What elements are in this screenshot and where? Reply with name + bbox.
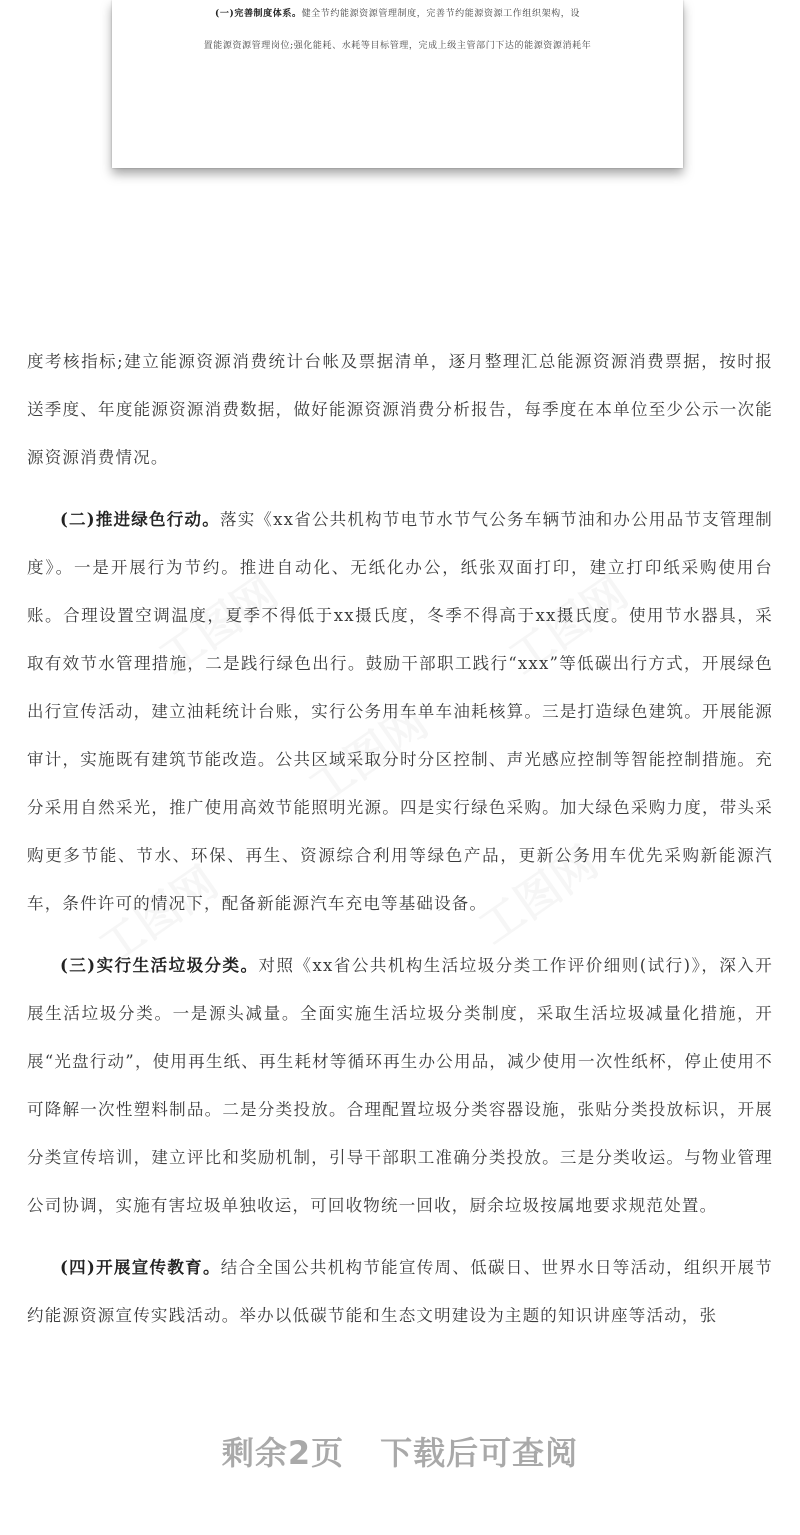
section-heading: (四)开展宣传教育。	[60, 1258, 221, 1277]
section-heading: (三)实行生活垃圾分类。	[60, 956, 259, 975]
thumbnail-line-2: 置能源资源管理岗位;强化能耗、水耗等目标管理，完成上级主管部门下达的能源资源消耗年	[203, 41, 592, 51]
download-to-view-label[interactable]: 下载后可查阅	[380, 1434, 579, 1472]
paragraph-waste-sorting	[27, 942, 773, 1230]
paragraph-continuation: 度考核指标;建立能源资源消费统计台帐及票据清单，逐月整理汇总能源资源消费票据，按时报送季度、年度能源资源消费数据，做好能源资源消费分析报告，每季度在本单位至少公示一次能源资源消费情况。	[27, 352, 773, 467]
section-body: 结合全国公共机构节能宣传周、低碳日、世界水日等活动，组织开展节约能源资源宣传实践活动。举办以低碳节能和生态文明建设为主题的知识讲座等活动，张	[27, 1258, 774, 1325]
document-body	[27, 338, 773, 1340]
thumbnail-line-1-text: 健全节约能源资源管理制度，完善节约能源资源工作组织架构，设	[301, 9, 580, 19]
download-prompt[interactable]	[0, 1428, 800, 1474]
thumbnail-line-1	[112, 6, 683, 19]
page-preview-thumbnail	[112, 0, 683, 168]
section-body: 落实《xx省公共机构节电节水节气公务车辆节油和办公用品节支管理制度》。一是开展行为节约。推进自动化、无纸化办公，纸张双面打印，建立打印纸采购使用台账。合理设置空调温度，夏季不得低于xx摄氏度，冬季不得高于xx摄氏度。使用节水器具，采取有效节水管理措施，二是践行绿色出行。鼓励干部职工践行“xxx”等低碳出行方式，开展绿色出行宣传活动，建立油耗统计台账，实行公务用车单车油耗核算。三是打造绿色建筑。开展能源审计，实施既有建筑节能改造。公共区域采取分时分区控制、声光感应控制等智能控制措施。充分采用自然采光，推广使用高效节能照明光源。四是实行绿色采购。加大绿色采购力度，带头采购更多节能、节水、环保、再生、资源综合利用等绿色产品，更新公务用车优先采购新能源汽车，条件许可的情况下，配备新能源汽车充电等基础设备。	[27, 510, 773, 913]
paragraph-publicity-education	[27, 1244, 773, 1340]
paragraph-green-action	[27, 496, 773, 928]
section-body: 对照《xx省公共机构生活垃圾分类工作评价细则(试行)》，深入开展生活垃圾分类。一是源头减量。全面实施生活垃圾分类制度，采取生活垃圾减量化措施，开展“光盘行动”，使用再生纸、再生耗材等循环再生办公用品，减少使用一次性纸杯，停止使用不可降解一次性塑料制品。二是分类投放。合理配置垃圾分类容器设施，张贴分类投放标识，开展分类宣传培训，建立评比和奖励机制，引导干部职工准确分类投放。三是分类收运。与物业管理公司协调，实施有害垃圾单独收运，可回收物统一回收，厨余垃圾按属地要求规范处置。	[27, 956, 774, 1215]
remaining-pages-label: 剩余2页	[221, 1434, 345, 1472]
thumbnail-heading: (一)完善制度体系。	[215, 9, 302, 19]
section-heading: (二)推进绿色行动。	[60, 510, 220, 529]
